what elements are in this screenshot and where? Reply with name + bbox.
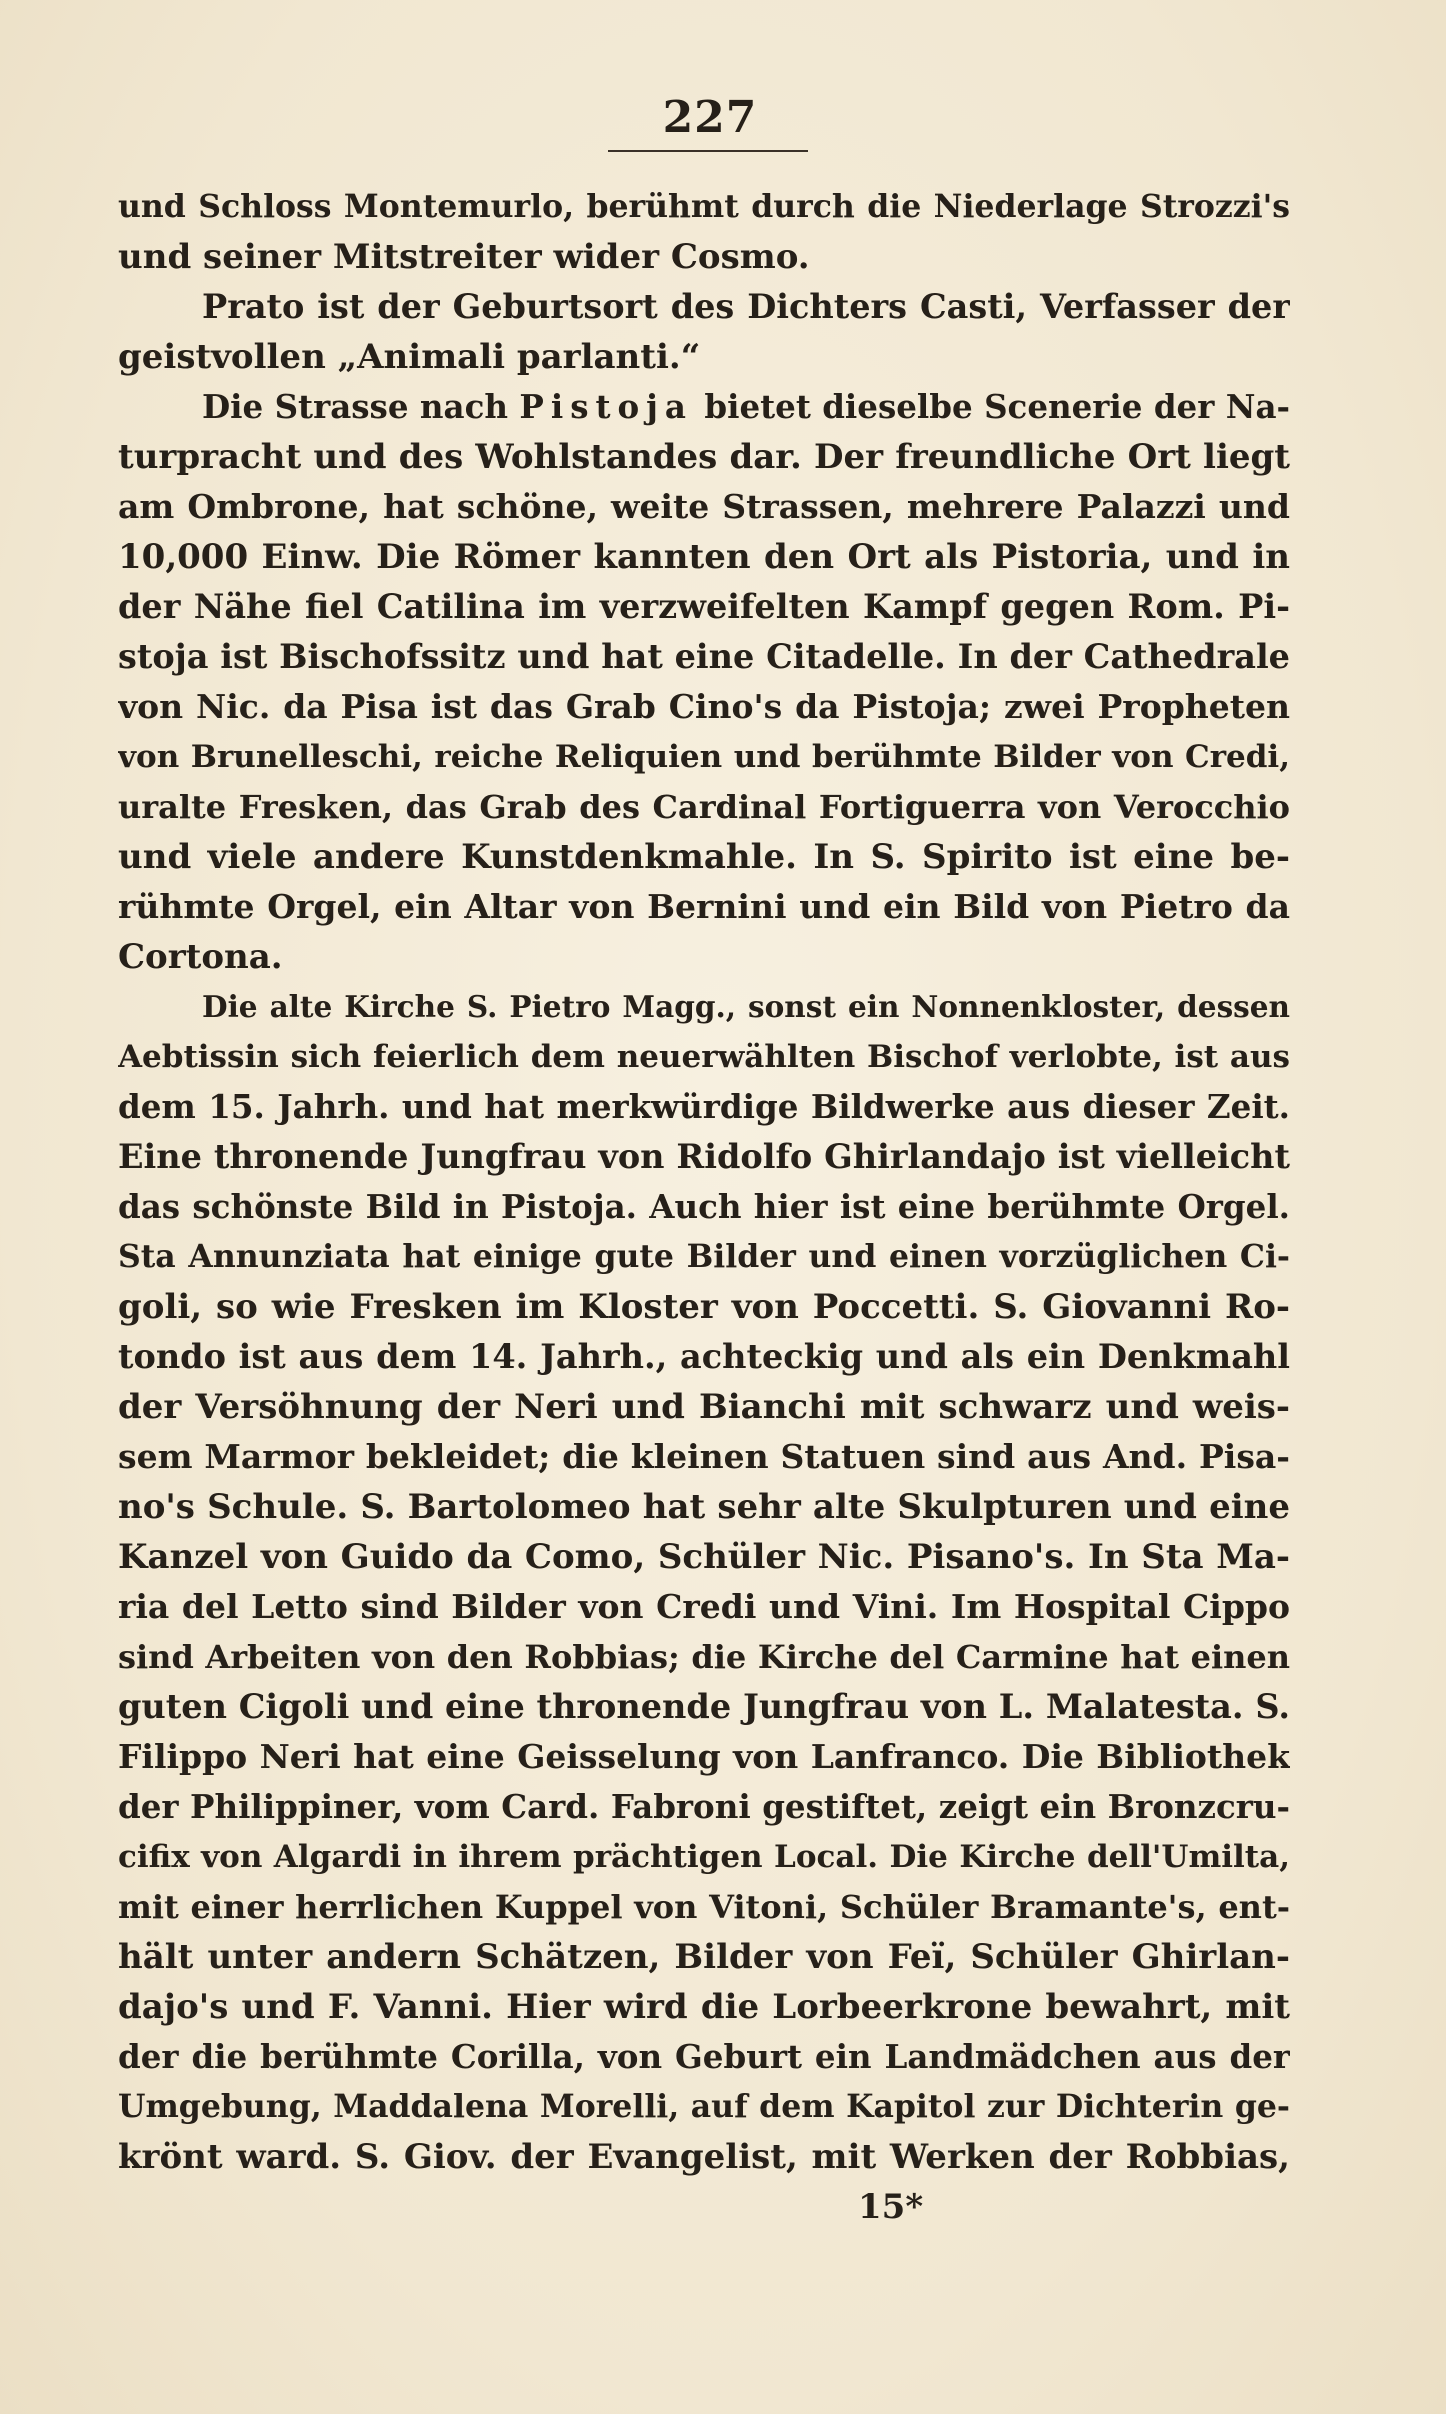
text-line: Prato ist der Geburtsort des Dichters Casti, Verfasser der (202, 287, 1290, 326)
text-line: Aebtissin sich feierlich dem neuerwählten Bischof verlobte, ist aus (118, 1039, 1290, 1075)
text-line: und viele andere Kunstdenkmahle. In S. Spirito ist eine be- (118, 837, 1290, 877)
text-line: stoja ist Bischofssitz und hat eine Citadelle. In der Cathedrale (118, 637, 1290, 676)
text-line: Eine thronende Jungfrau von Ridolfo Ghirlandajo ist vielleicht (118, 1137, 1290, 1176)
text-line: Filippo Neri hat eine Geisselung von Lanfranco. Die Bibliothek (118, 1737, 1290, 1776)
text-line: dem 15. Jahrh. und hat merkwürdige Bildwerke aus dieser Zeit. (118, 1087, 1290, 1126)
text-line: von Brunelleschi, reiche Reliquien und berühmte Bilder von Credi, (118, 739, 1290, 775)
text-line: tondo ist aus dem 14. Jahrh., achteckig und als ein Denkmahl (118, 1337, 1290, 1376)
text-line: Die alte Kirche S. Pietro Magg., sonst ein Nonnenkloster, dessen (202, 989, 1290, 1024)
text-line: von Nic. da Pisa ist das Grab Cino's da Pistoja; zwei Propheten (118, 687, 1290, 726)
text-line: Die Strasse nach Pistoja bietet dieselbe Scenerie der Na- (202, 387, 1290, 426)
header-rule (608, 150, 808, 152)
text-line: Kanzel von Guido da Como, Schüler Nic. Pisano's. In Sta Ma- (118, 1537, 1290, 1577)
text-line: sind Arbeiten von den Robbias; die Kirche del Carmine hat einen (118, 1638, 1290, 1676)
body-text (118, 182, 1290, 2182)
text-line: der die berühmte Corilla, von Geburt ein Landmädchen aus der (118, 2037, 1290, 2076)
text-line: sem Marmor bekleidet; die kleinen Statuen sind aus And. Pisa- (118, 1437, 1290, 1476)
text-line: no's Schule. S. Bartolomeo hat sehr alte Skulpturen und eine (118, 1487, 1290, 1527)
text-line: der Versöhnung der Neri und Bianchi mit schwarz und weis- (118, 1387, 1290, 1427)
printer-signature: 15* (858, 2187, 924, 2227)
text-line: dajo's und F. Vanni. Hier wird die Lorbeerkrone bewahrt, mit (118, 1987, 1290, 2027)
text-line: Cortona. (118, 937, 283, 977)
text-line: uralte Fresken, das Grab des Cardinal Fortiguerra von Verocchio (118, 788, 1290, 826)
page-number: 227 (662, 92, 758, 143)
text-line: 10,000 Einw. Die Römer kannten den Ort als Pistoria, und in (118, 537, 1290, 577)
text-line: Umgebung, Maddalena Morelli, auf dem Kapitol zur Dichterin ge- (118, 2088, 1290, 2125)
text-line: der Philippiner, vom Card. Fabroni gestiftet, zeigt ein Bronzcru- (118, 1787, 1290, 1826)
text-line: goli, so wie Fresken im Kloster von Poccetti. S. Giovanni Ro- (118, 1287, 1290, 1327)
text-line: und seiner Mitstreiter wider Cosmo. (118, 237, 810, 277)
text-line: turpracht und des Wohlstandes dar. Der freundliche Ort liegt (118, 437, 1290, 477)
text-line: das schönste Bild in Pistoja. Auch hier ist eine berühmte Orgel. (118, 1187, 1290, 1226)
text-line: Sta Annunziata hat einige gute Bilder und einen vorzüglichen Ci- (118, 1238, 1290, 1275)
text-line: ria del Letto sind Bilder von Credi und Vini. Im Hospital Cippo (118, 1587, 1290, 1626)
text-line: am Ombrone, hat schöne, weite Strassen, mehrere Palazzi und (118, 487, 1290, 526)
text-line: der Nähe fiel Catilina im verzweifelten Kampf gegen Rom. Pi- (118, 587, 1290, 626)
text-line: guten Cigoli und eine thronende Jungfrau von L. Malatesta. S. (118, 1687, 1290, 1726)
text-line: geistvollen „Animali parlanti.“ (118, 337, 701, 377)
text-line: hält unter andern Schätzen, Bilder von Feï, Schüler Ghirlan- (118, 1937, 1290, 1977)
spaced-place-name: Pistoja (519, 387, 693, 426)
text-line: mit einer herrlichen Kuppel von Vitoni, Schüler Bramante's, ent- (118, 1888, 1290, 1926)
text-line: krönt ward. S. Giov. der Evangelist, mit Werken der Robbias, (118, 2137, 1290, 2177)
text-line: und Schloss Montemurlo, berühmt durch die Niederlage Strozzi's (118, 188, 1290, 225)
text-line: cifix von Algardi in ihrem prächtigen Local. Die Kirche dell'Umilta, (118, 1839, 1290, 1875)
text-line: rühmte Orgel, ein Altar von Bernini und ein Bild von Pietro da (118, 887, 1290, 926)
